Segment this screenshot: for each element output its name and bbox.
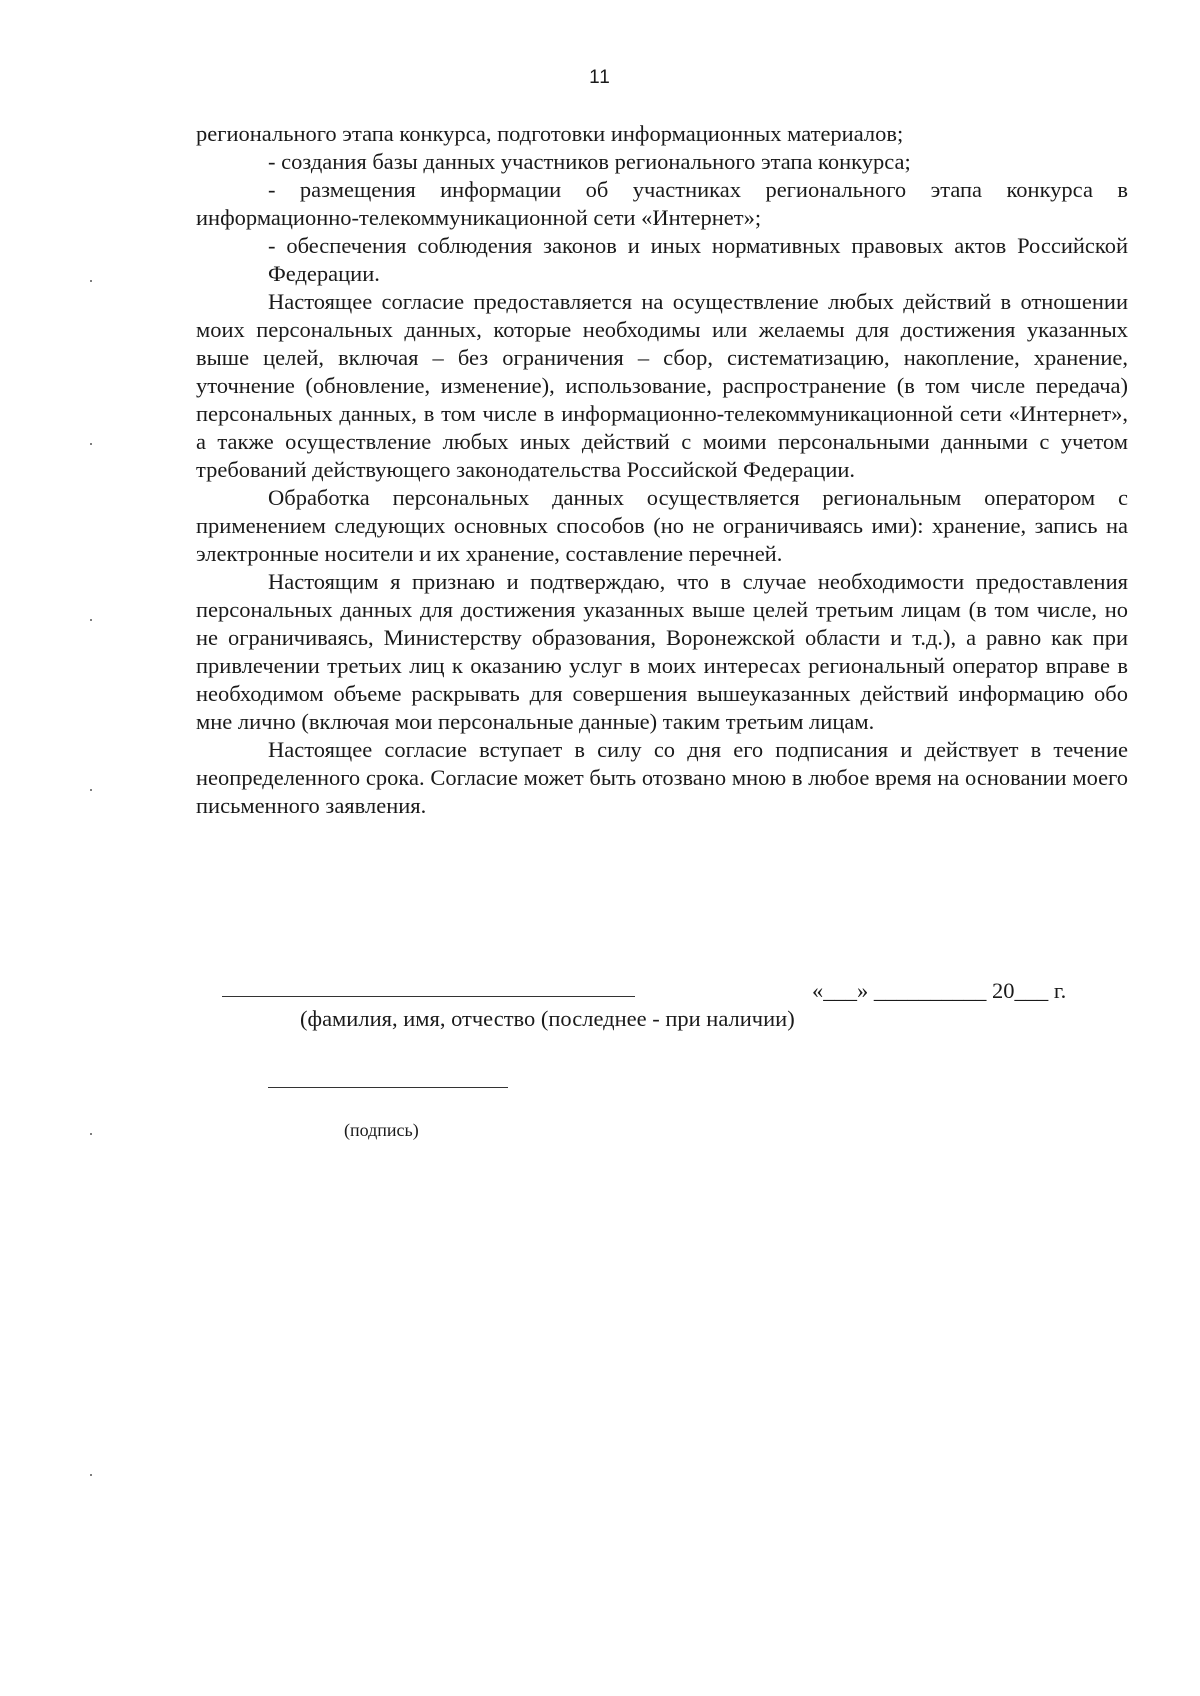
paragraph-processing-methods: Обработка персональных данных осуществляется региональным оператором с применением следующих основных способов (но не ограничиваясь ими): хранение, запись на электронные носители и их хранение, составление перечней. [196, 485, 1128, 566]
scan-speck [90, 1133, 92, 1135]
paragraph-validity: Настоящее согласие вступает в силу со дня его подписания и действует в течение неопределенного срока. Согласие может быть отозвано мною в любое время на основании моего письменного заявления. [196, 737, 1128, 818]
signature-line [268, 1087, 508, 1088]
fio-signature-line [222, 996, 635, 997]
page-number: 11 [589, 67, 611, 88]
document-body [196, 120, 1128, 820]
scan-speck [90, 789, 92, 791]
date-field: «___» __________ 20___ г. [812, 978, 1067, 1003]
fio-caption: (фамилия, имя, отчество (последнее - при наличии) [300, 1006, 795, 1031]
list-item-database: - создания базы данных участников регионального этапа конкурса; [268, 149, 911, 174]
scan-speck [90, 1474, 92, 1476]
list-item-compliance: - обеспечения соблюдения законов и иных нормативных правовых актов Российской Федерации. [268, 233, 1128, 286]
paragraph-third-parties: Настоящим я признаю и подтверждаю, что в случае необходимости предоставления персональных данных для достижения указанных выше целей третьим лицам (в том числе, но не ограничиваясь, Министерству образования, Воронежской области и т.д.), а равно как при привлечении третьих лиц к оказанию услуг в моих интересах региональный оператор вправе в необходимом объеме раскрывать для совершения вышеуказанных действий информацию обо мне лично (включая мои персональные данные) таким третьим лицам. [196, 569, 1128, 734]
scan-speck [90, 280, 92, 282]
paragraph-purpose-continuation: регионального этапа конкурса, подготовки информационных материалов; [196, 121, 904, 146]
list-item-publication: - размещения информации об участниках регионального этапа конкурса в информационно-телекоммуникационной сети «Интернет»; [196, 177, 1128, 230]
scan-speck [90, 619, 92, 621]
signature-caption: (подпись) [344, 1120, 419, 1140]
scan-speck [90, 443, 92, 445]
paragraph-consent-scope: Настоящее согласие предоставляется на осуществление любых действий в отношении моих персональных данных, которые необходимы или желаемы для достижения указанных выше целей, включая – без ограничения – сбор, систематизацию, накопление, хранение, уточнение (обновление, изменение), использование, распространение (в том числе передача) персональных данных, в том числе в информационно-телекоммуникационной сети «Интернет», а также осуществление любых иных действий с моими персональными данными с учетом требований действующего законодательства Российской Федерации. [196, 289, 1128, 482]
